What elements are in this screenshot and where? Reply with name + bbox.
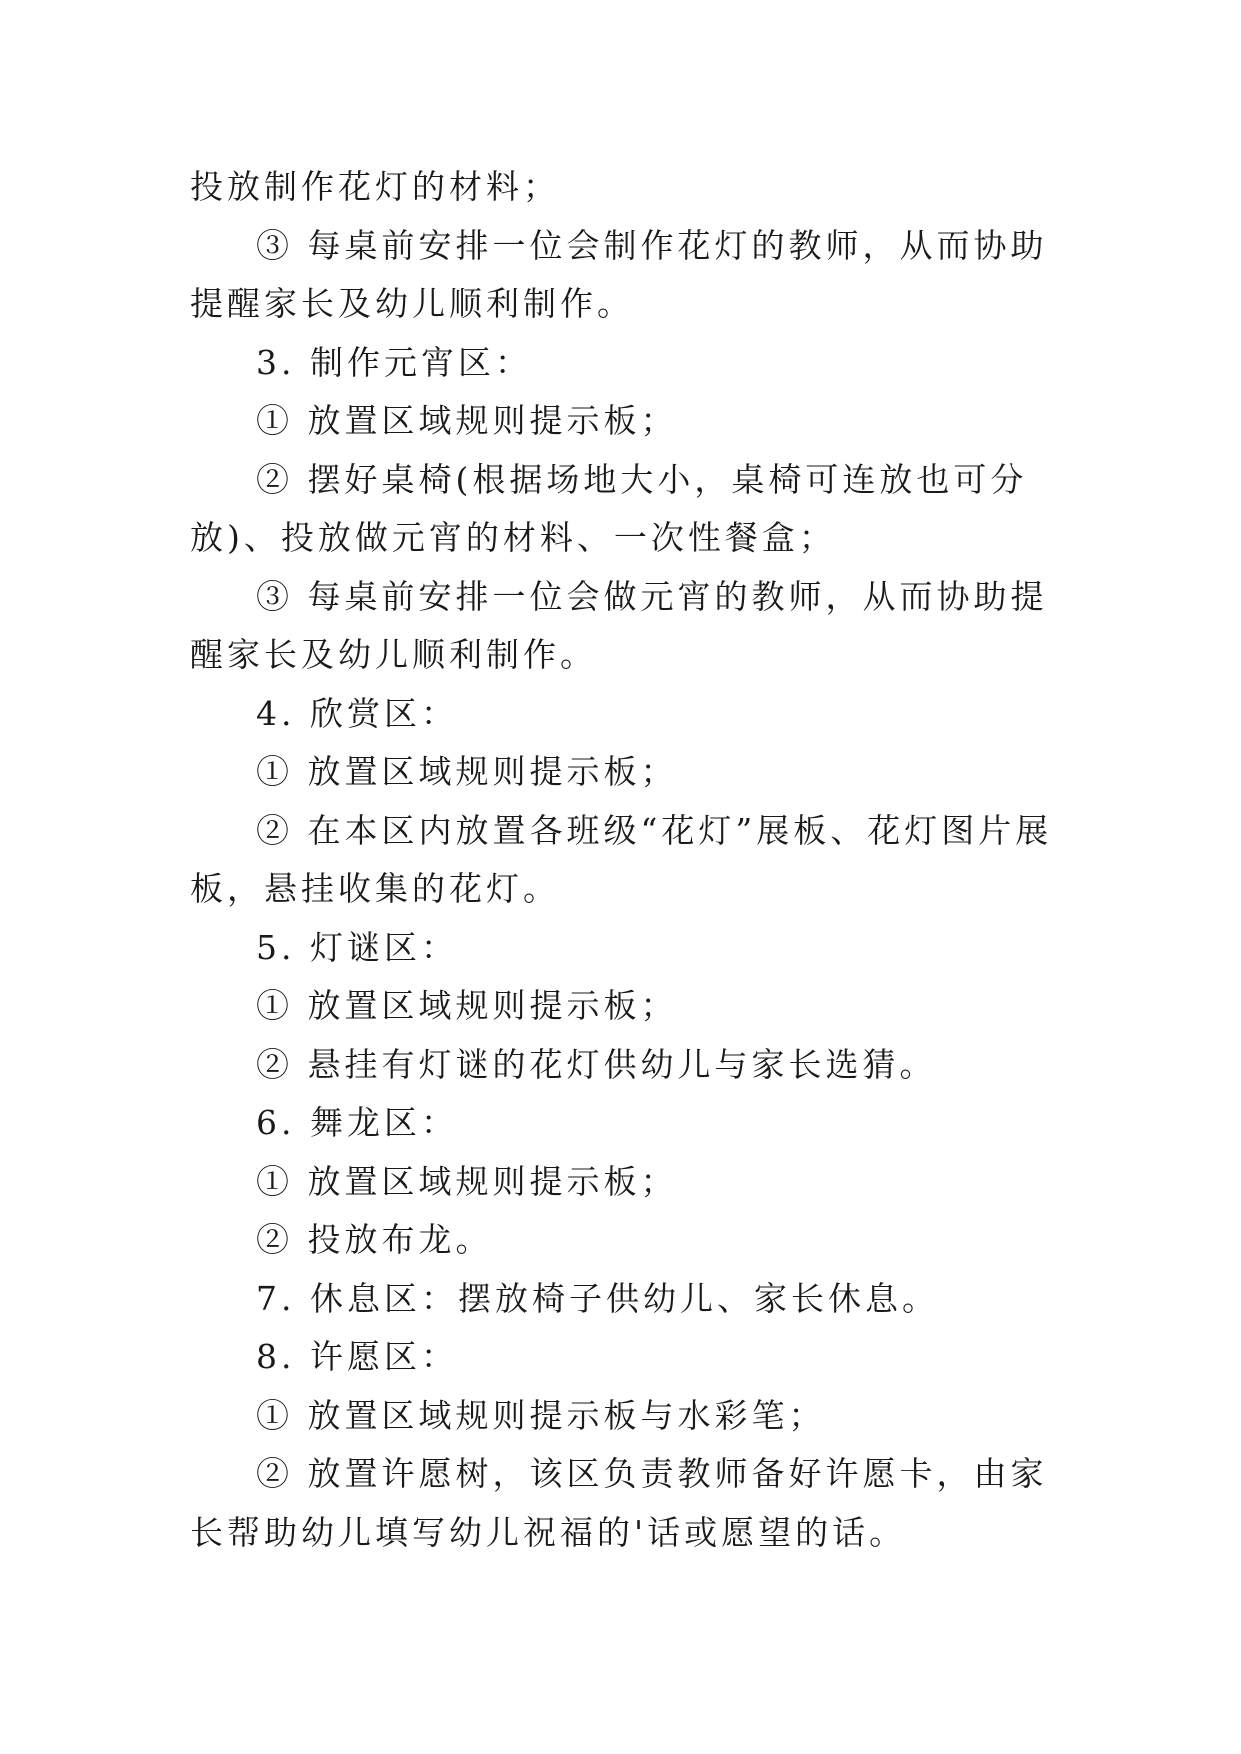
paragraph-item: ② 投放布龙。: [256, 1220, 493, 1259]
paragraph-item: ② 摆好桌椅(根据场地大小，桌椅可连放也可分放)、投放做元宵的材料、一次性餐盒；: [190, 459, 1028, 557]
paragraph-item: ① 放置区域规则提示板；: [256, 1161, 678, 1201]
paragraph-item: ① 放置区域规则提示板与水彩笔；: [256, 1395, 826, 1435]
document-body: [190, 158, 1070, 1562]
paragraph-continuation: 投放制作花灯的材料；: [190, 167, 560, 206]
paragraph-item: ① 放置区域规则提示板；: [256, 752, 678, 791]
section-heading: 8. 许愿区：: [256, 1337, 458, 1376]
section-heading: 5. 灯谜区：: [256, 927, 458, 967]
section-heading: 4. 欣赏区：: [256, 693, 458, 733]
section-heading: 3. 制作元宵区：: [256, 342, 532, 382]
paragraph-item: ② 悬挂有灯谜的花灯供幼儿与家长选猜。: [256, 1044, 937, 1084]
section-heading: 6. 舞龙区：: [256, 1103, 458, 1142]
paragraph-item: ② 放置许愿树，该区负责教师备好许愿卡，由家长帮助幼儿填写幼儿祝福的'话或愿望的话。: [190, 1454, 1048, 1552]
paragraph-item: ① 放置区域规则提示板；: [256, 986, 678, 1025]
paragraph-item: ③ 每桌前安排一位会做元宵的教师，从而协助提醒家长及幼儿顺利制作。: [190, 576, 1048, 674]
section-heading: 7. 休息区：摆放椅子供幼儿、家长休息。: [256, 1278, 939, 1318]
paragraph-item: ③ 每桌前安排一位会制作花灯的教师，从而协助提醒家长及幼儿顺利制作。: [190, 225, 1048, 323]
paragraph-item: ② 在本区内放置各班级“花灯”展板、花灯图片展板，悬挂收集的花灯。: [190, 810, 1053, 908]
paragraph-item: ① 放置区域规则提示板；: [256, 401, 678, 440]
